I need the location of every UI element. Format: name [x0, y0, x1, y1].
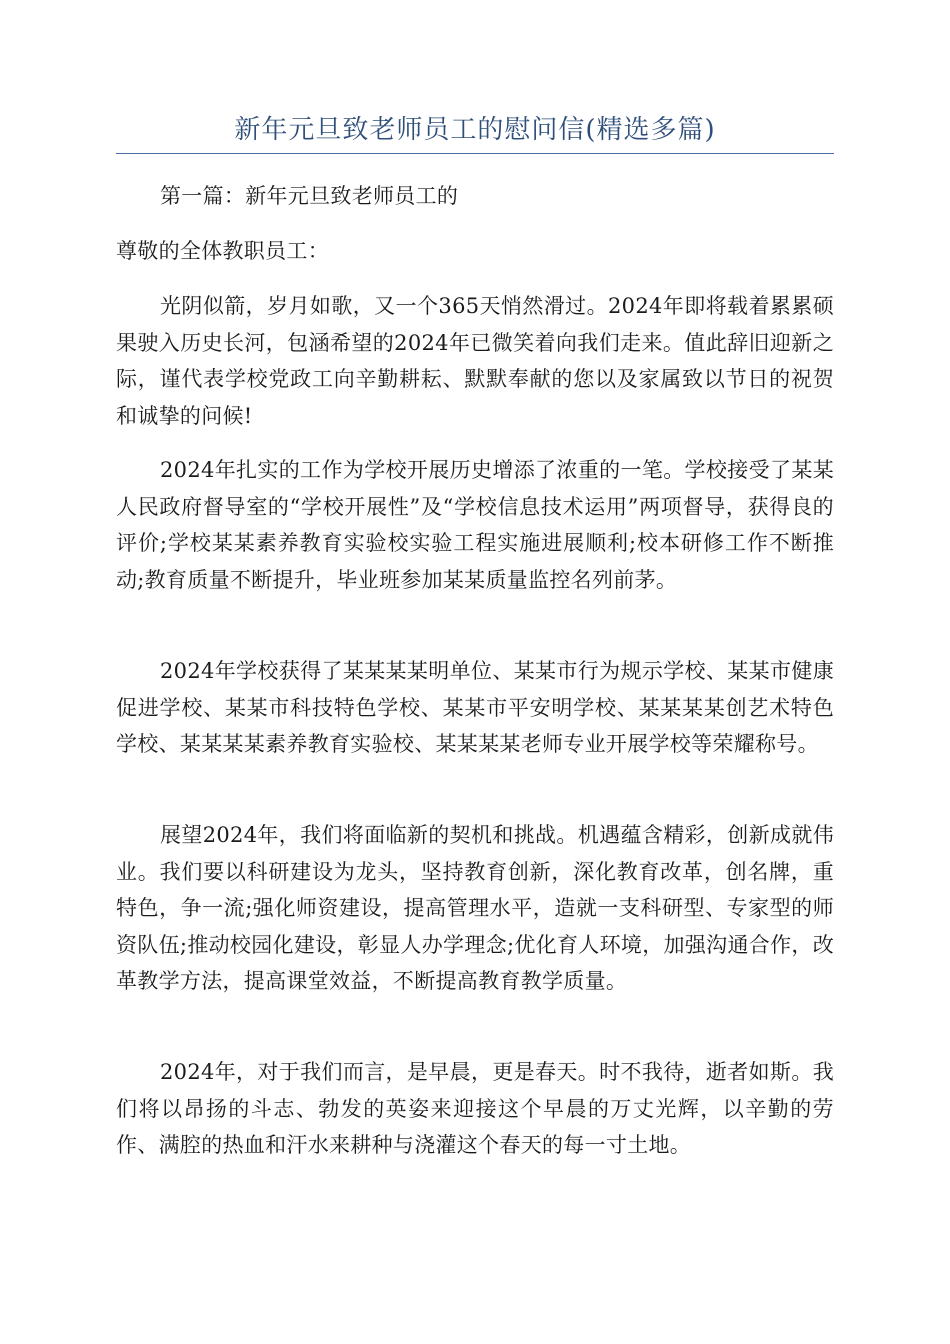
- paragraph-5: 2024年，对于我们而言，是早晨，更是春天。时不我待，逝者如斯。我们将以昂扬的斗志、勃发的英姿来迎接这个早晨的万丈光辉，以辛勤的劳作、满腔的热血和汗水来耕种与浇灌这个春天的每一寸土地。: [116, 1060, 834, 1157]
- paragraph-2: 2024年扎实的工作为学校开展历史增添了浓重的一笔。学校接受了某某人民政府督导室的“学校开展性”及“学校信息技术运用”两项督导，获得良的评价;学校某某素养教育实验校实验工程实施进展顺利;校本研修工作不断推动;教育质量不断提升，毕业班参加某某质量监控名列前茅。: [116, 458, 834, 592]
- section-heading: 第一篇：新年元旦致老师员工的: [160, 184, 459, 208]
- title-underline: [116, 153, 834, 154]
- paragraph-3: 2024年学校获得了某某某某明单位、某某市行为规示学校、某某市健康促进学校、某某市科技特色学校、某某市平安明学校、某某某某创艺术特色学校、某某某某素养教育实验校、某某某某老师专业开展学校等荣耀称号。: [116, 659, 834, 756]
- paragraph-1: 光阴似箭，岁月如歌，又一个365天悄然滑过。2024年即将载着累累硕果驶入历史长河，包涵希望的2024年已微笑着向我们走来。值此辞旧迎新之际，谨代表学校党政工向辛勤耕耘、默默奉献的您以及家属致以节日的祝贺和诚挚的问候!: [116, 294, 834, 428]
- document-title: 新年元旦致老师员工的慰问信(精选多篇): [234, 115, 716, 145]
- paragraph-4: 展望2024年，我们将面临新的契机和挑战。机遇蕴含精彩，创新成就伟业。我们要以科研建设为龙头，坚持教育创新，深化教育改革，创名牌，重特色，争一流;强化师资建设，提高管理水平，造就一支科研型、专家型的师资队伍;推动校园化建设，彰显人办学理念;优化育人环境，加强沟通合作，改革教学方法，提高课堂效益，不断提高教育教学质量。: [116, 823, 834, 993]
- salutation: 尊敬的全体教职员工：: [116, 239, 329, 263]
